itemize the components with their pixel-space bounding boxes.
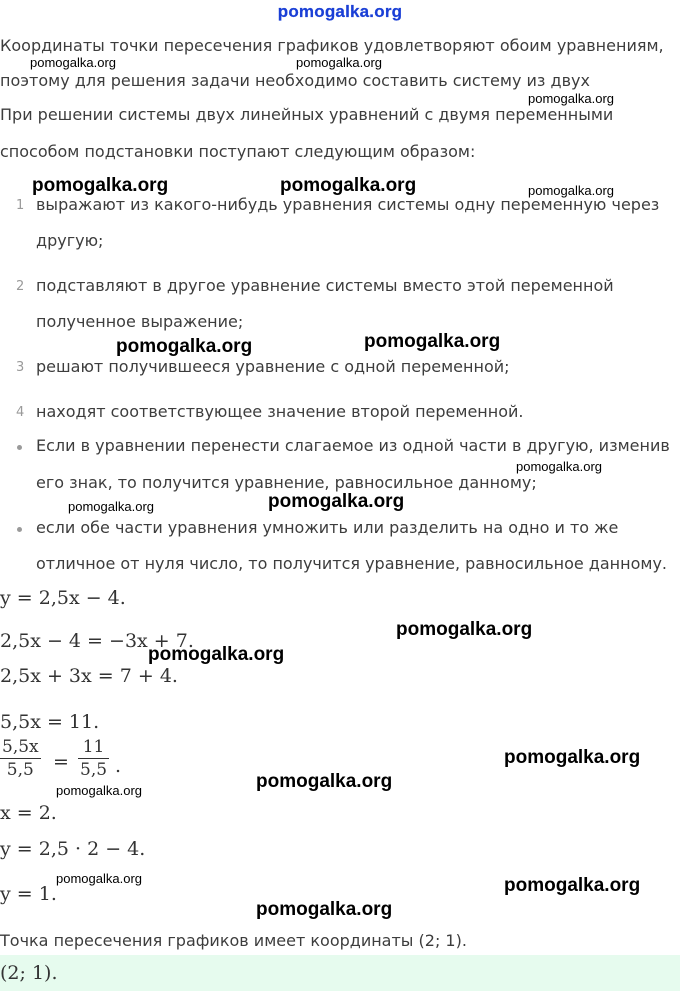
watermark: pomogalka.org xyxy=(504,747,641,768)
fraction-period: . xyxy=(115,755,122,777)
answer-box xyxy=(0,955,680,991)
watermark: pomogalka.org xyxy=(56,783,142,798)
bullet-text-cont: отличное от нуля число, то получится уравнение, равносильное данному. xyxy=(36,554,667,573)
equation: 2,5x + 3x = 7 + 4. xyxy=(0,665,178,687)
step-text: находят соответствующее значение второй переменной. xyxy=(36,402,524,421)
step-text-cont: другую; xyxy=(36,231,104,250)
step-text: выражают из какого-нибудь уравнения системы одну переменную через xyxy=(36,195,660,214)
intro-line-4: способом подстановки поступают следующим образом: xyxy=(0,142,476,161)
step-text-cont: полученное выражение; xyxy=(36,312,244,331)
watermark: pomogalka.org xyxy=(148,644,285,665)
bullet-text: Если в уравнении перенести слагаемое из одной части в другую, изменив xyxy=(36,436,670,455)
watermark: pomogalka.org xyxy=(396,619,533,640)
fraction-left xyxy=(0,737,41,780)
intro-line-2: поэтому для решения задачи необходимо составить систему из двух xyxy=(0,71,590,90)
equation: y = 1. xyxy=(0,883,57,905)
watermark: pomogalka.org xyxy=(280,175,417,196)
equals-sign: = xyxy=(53,751,69,773)
watermark: pomogalka.org xyxy=(56,871,142,886)
conclusion: Точка пересечения графиков имеет координаты (2; 1). xyxy=(0,931,467,950)
watermark: pomogalka.org xyxy=(504,875,641,896)
watermark: pomogalka.org xyxy=(364,331,501,352)
site-title[interactable]: pomogalka.org xyxy=(277,2,403,21)
intro-line-1: Координаты точки пересечения графиков удовлетворяют обоим уравнениям, xyxy=(0,36,664,55)
watermark: pomogalka.org xyxy=(68,499,154,514)
watermark: pomogalka.org xyxy=(268,491,405,512)
bullet-text: если обе части уравнения умножить или разделить на одно и то же xyxy=(36,518,619,537)
step-text: подставляют в другое уравнение системы вместо этой переменной xyxy=(36,276,614,295)
fraction-right xyxy=(78,737,109,780)
watermark: pomogalka.org xyxy=(256,899,393,920)
step-number: 3 xyxy=(16,360,25,375)
equation: y = 2,5 · 2 − 4. xyxy=(0,838,146,860)
watermark: pomogalka.org xyxy=(528,183,614,198)
intro-line-3: При решении системы двух линейных уравнений с двумя переменными xyxy=(0,105,614,124)
fraction-numerator: 5,5x xyxy=(2,737,39,757)
answer-text: (2; 1). xyxy=(0,962,58,984)
watermark: pomogalka.org xyxy=(528,91,614,106)
equation: x = 2. xyxy=(0,802,57,824)
watermark: pomogalka.org xyxy=(116,336,253,357)
step-text: решают получившееся уравнение с одной переменной; xyxy=(36,357,510,376)
step-number: 2 xyxy=(16,279,25,294)
watermark: pomogalka.org xyxy=(256,771,393,792)
bullet-dot xyxy=(17,445,22,450)
step-number: 1 xyxy=(16,198,25,213)
watermark: pomogalka.org xyxy=(516,459,602,474)
bullet-dot xyxy=(17,527,22,532)
fraction-denominator: 5,5 xyxy=(6,760,34,780)
fraction-bar xyxy=(0,758,41,759)
fraction-denominator: 5,5 xyxy=(80,760,108,780)
equation: 5,5x = 11. xyxy=(0,711,100,733)
watermark: pomogalka.org xyxy=(296,55,382,70)
fraction-numerator: 11 xyxy=(82,737,105,757)
watermark: pomogalka.org xyxy=(32,175,169,196)
bullet-text-cont: его знак, то получится уравнение, равносильное данному; xyxy=(36,473,537,492)
fraction-bar xyxy=(78,758,109,759)
equation: y = 2,5x − 4. xyxy=(0,587,126,609)
step-number: 4 xyxy=(16,405,25,420)
equation: 2,5x − 4 = −3x + 7. xyxy=(0,630,194,652)
watermark: pomogalka.org xyxy=(30,55,116,70)
